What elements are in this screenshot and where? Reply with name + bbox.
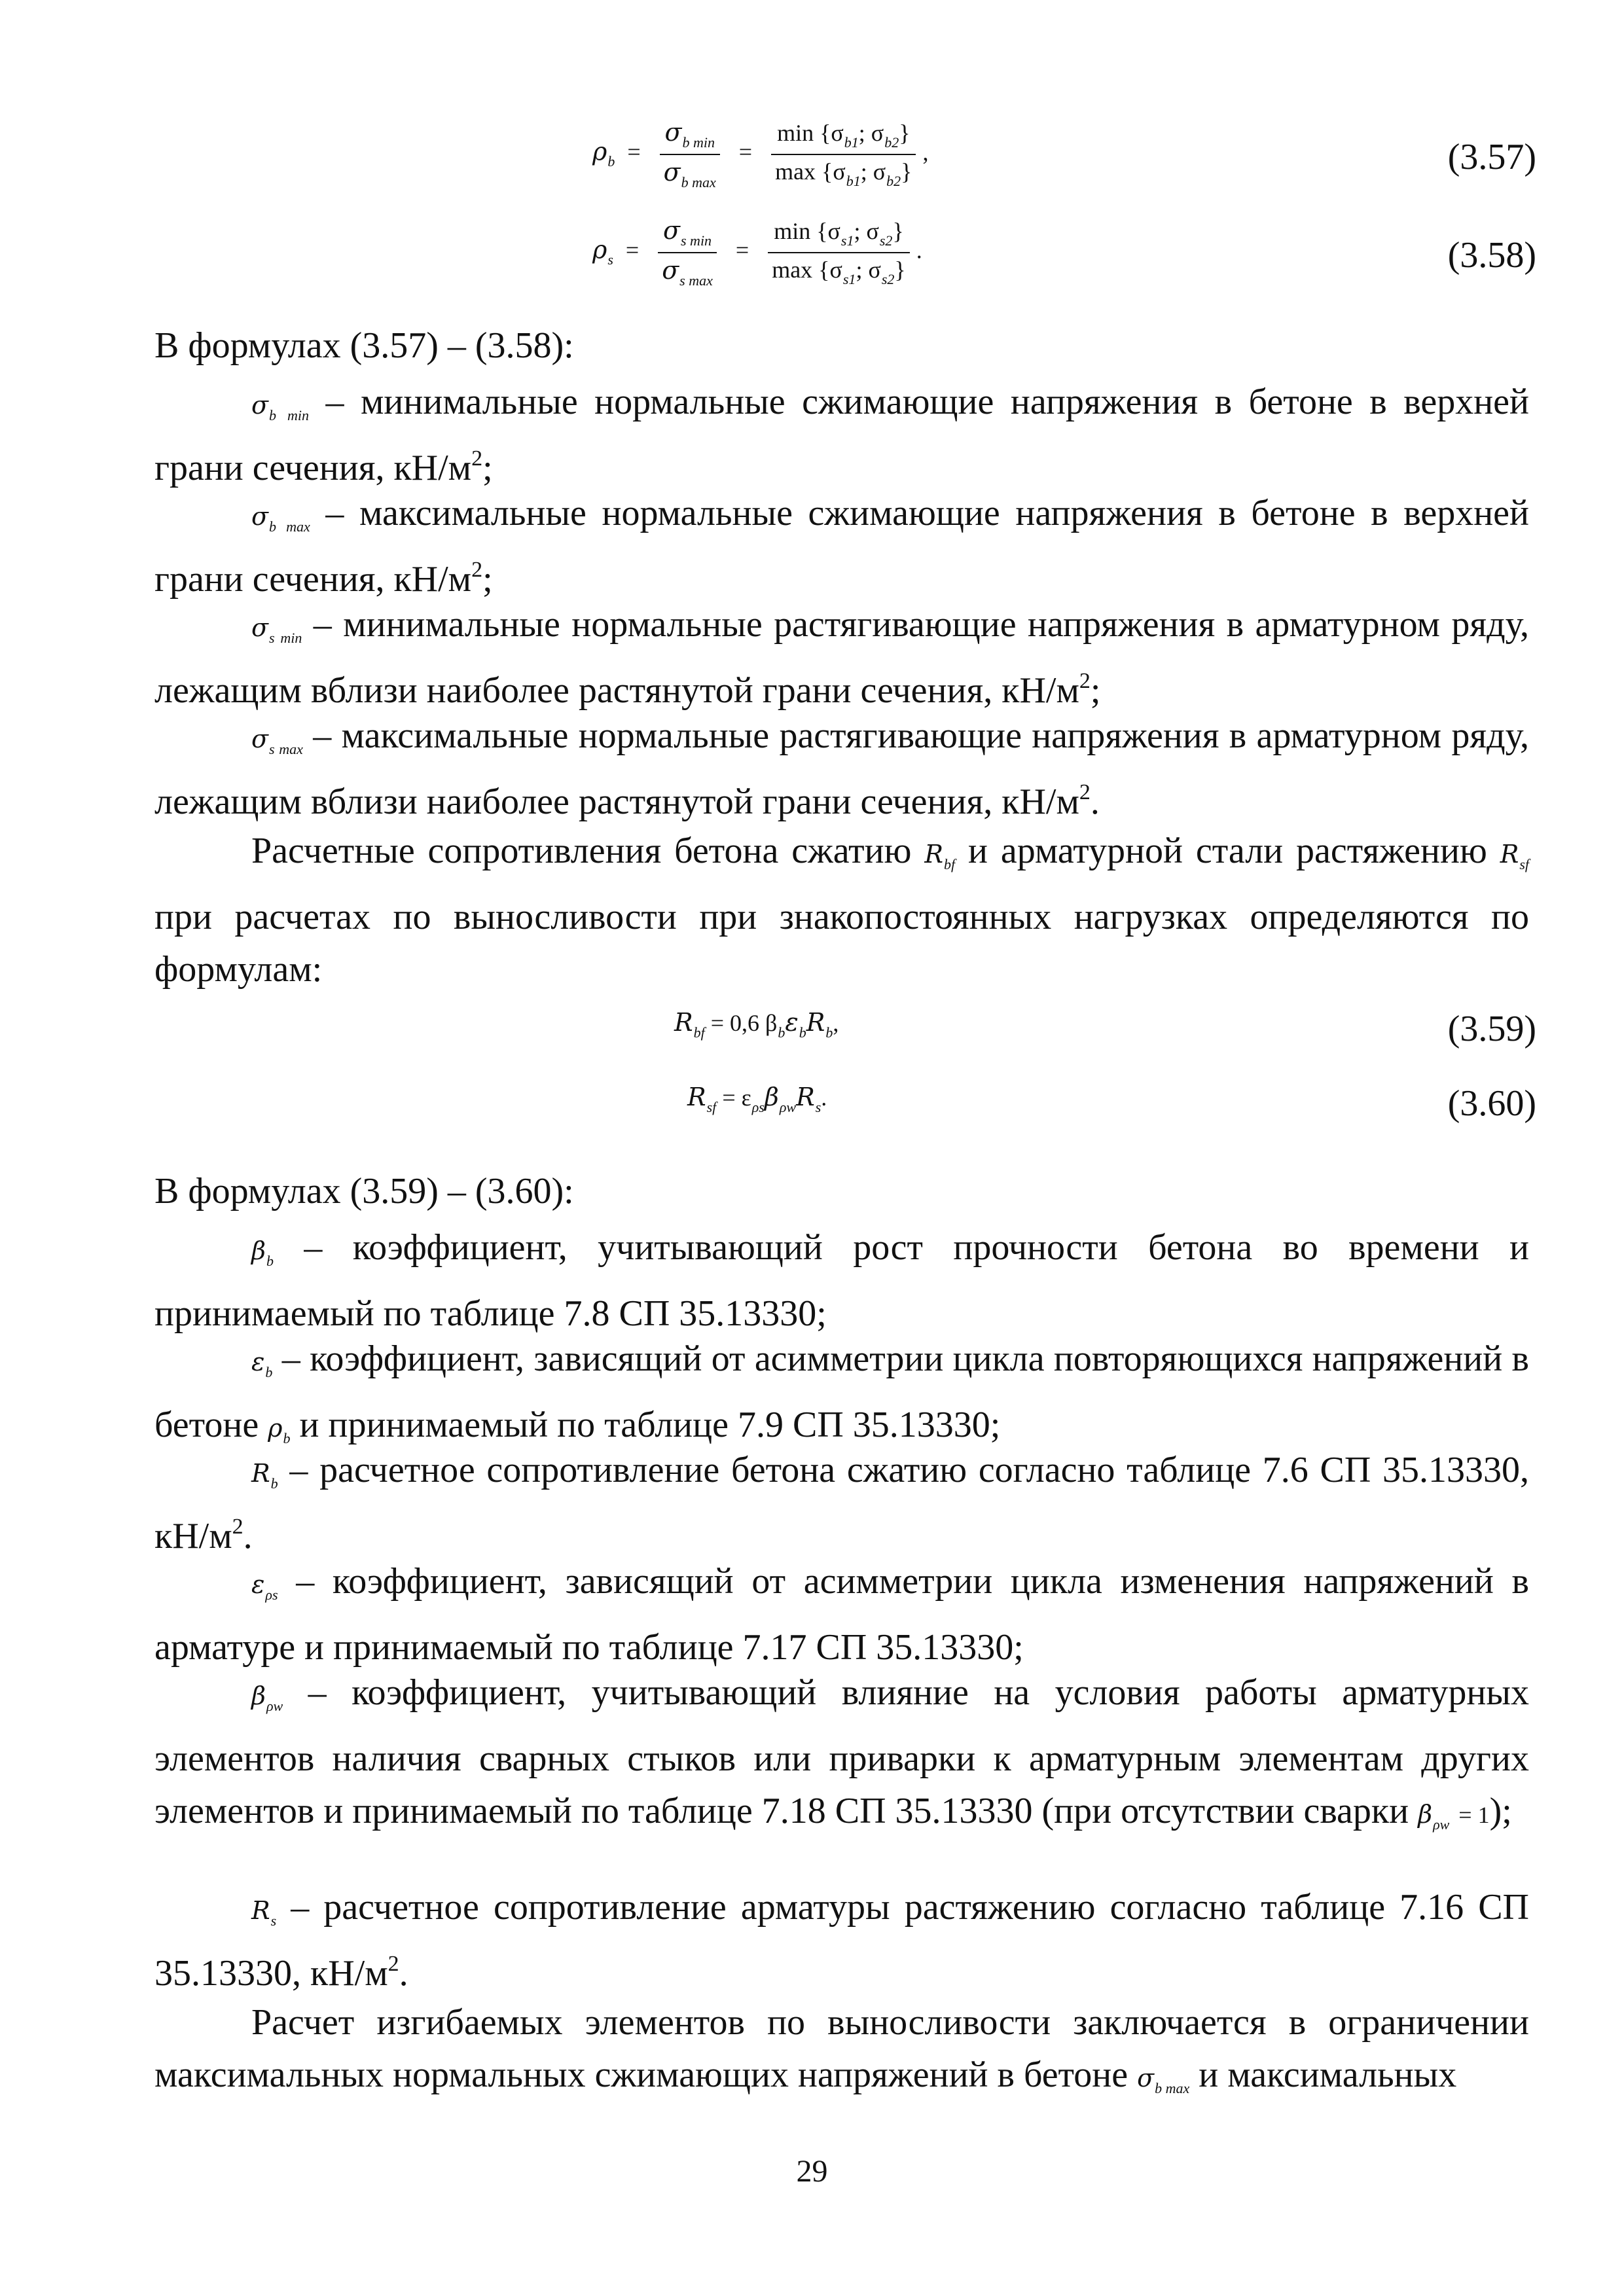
definition-epsilon-rho-s: $\varepsilon_{\rho s}$ – коэффициент, зависящий от асимметрии цикла изменения напряжений в арматуре и принимаемый по таблице 7.17 СП 35.13330; xyxy=(154,1561,1529,1668)
equation-number: (3.59) xyxy=(1447,1009,1536,1049)
fraction-min-max: $\frac{\min \{\sigma_{s1}; \sigma_{s2}\}}{\max \{\sigma_{s1}; \sigma_{s2}\}}$ xyxy=(768,217,910,288)
formula-3-57: $\rho_b$ = $\frac{\sigma_{b min}}{\sigma_{b max}}$ = $\frac{\min \{\sigma_{b1}; \sigma_{b2}\}}{\max \{\sigma_{b1}; \sigma_{b2}\}}$ , xyxy=(592,118,929,190)
intro-paragraph: В формулах (3.57) – (3.58): xyxy=(154,325,574,366)
formula-3-60: $R_{sf} = \varepsilon_{\rho s}\beta_{\rho w}R_s$. xyxy=(687,1083,827,1115)
page-number: 29 xyxy=(796,2154,828,2189)
equation-number: (3.60) xyxy=(1447,1083,1536,1124)
definition-beta-rho-w: $\beta_{\rho w}$ – коэффициент, учитывающий влияние на условия работы арматурных элементов наличия сварных стыков или приварки к арматурным элементам других элементов и принимаемый по таблице 7.18 СП 35.13330 (при отсутствии сварки $\beta_{\rho w} = 1$); xyxy=(154,1672,1530,1833)
formula-3-59: $R_{bf} = 0,6$ $\beta_b\varepsilon_bR_b$, xyxy=(674,1008,839,1041)
definition-r-s: $R_s$ – расчетное сопротивление арматуры растяжению согласно таблице 7.16 СП 35.13330, $кН/м^2$. xyxy=(154,1887,1529,1994)
fraction-sigma: $\frac{\sigma_{s min}}{\sigma_{s max}}$ xyxy=(658,216,717,289)
fraction-min-max: $\frac{\min \{\sigma_{b1}; \sigma_{b2}\}}{\max \{\sigma_{b1}; \sigma_{b2}\}}$ xyxy=(771,119,916,190)
rho-symbol: ρ xyxy=(592,137,607,166)
definition-sigma-s-min: $\sigma_{s min}$ – минимальные нормальные растягивающие напряжения в арматурном ряду, лежащим вблизи наиболее растянутой грани сечения, $кН/м^2$; xyxy=(154,604,1530,711)
intro-paragraph-2: В формулах (3.59) – (3.60): xyxy=(154,1171,574,1211)
formula-3-58: $\rho_s$ = $\frac{\sigma_{s min}}{\sigma_{s max}}$ = $\frac{\min \{\sigma_{s1}; \sigma_{s2}\}}{\max \{\sigma_{s1}; \sigma_{s2}\}}$ . xyxy=(592,216,922,289)
definition-epsilon-b: $\varepsilon_b$ – коэффициент, зависящий от асимметрии цикла повторяющихся напряжений в бетоне $\rho_b$ и принимаемый по таблице 7.9 СП 35.13330; xyxy=(154,1338,1529,1446)
definition-beta-b: $\beta_b$ – коэффициент, учитывающий рост прочности бетона во времени и принимаемый по таблице 7.8 СП 35.13330; xyxy=(154,1227,1530,1334)
equation-number: (3.58) xyxy=(1447,235,1536,276)
fraction-sigma: $\frac{\sigma_{b min}}{\sigma_{b max}}$ xyxy=(660,118,720,191)
definition-sigma-b-max: $\sigma_{b max}$ – максимальные нормальные сжимающие напряжения в бетоне в верхней грани сечения, $кН/м^2$; xyxy=(154,493,1529,600)
definition-r-b: $R_b$ – расчетное сопротивление бетона сжатию согласно таблице 7.6 СП 35.13330, $кН/м^2$. xyxy=(154,1450,1529,1556)
equation-number: (3.57) xyxy=(1447,137,1536,177)
definition-sigma-b-min: $\sigma_{b min}$ – минимальные нормальные сжимающие напряжения в бетоне в верхней грани сечения, $кН/м^2$; xyxy=(154,382,1530,488)
paragraph-fatigue: Расчет изгибаемых элементов по выносливости заключается в ограничении максимальных нормальных сжимающих напряжений в бетоне $\sigma_{b max}$ и максимальных xyxy=(154,2002,1529,2096)
paragraph-resistances: Расчетные сопротивления бетона сжатию $R_{bf}$ и арматурной стали растяжению $R_{sf}$ при расчетах по выносливости при знакопостоянных нагрузках определяются по формулам: xyxy=(154,831,1530,990)
definition-sigma-s-max: $\sigma_{s max}$ – максимальные нормальные растягивающие напряжения в арматурном ряду, лежащим вблизи наиболее растянутой грани сечения, $кН/м^2$. xyxy=(154,715,1530,822)
